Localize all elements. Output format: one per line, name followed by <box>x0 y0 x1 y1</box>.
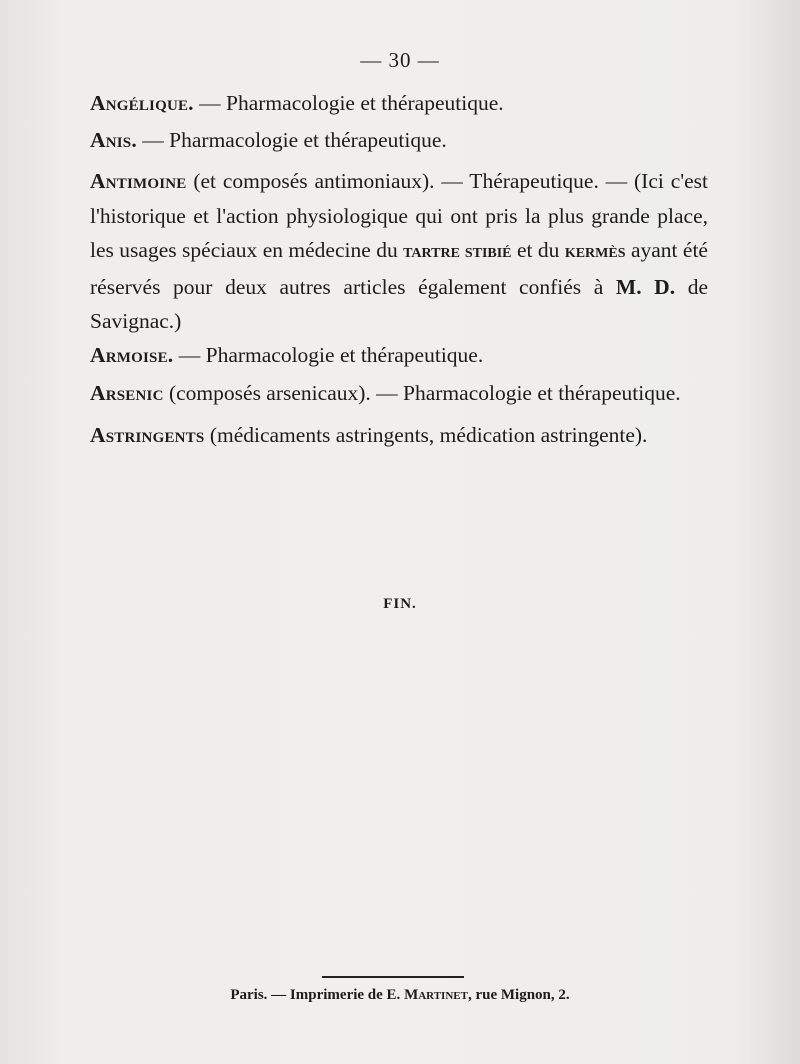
entry-astringents <box>90 418 708 453</box>
entry-heading: Armoise. <box>90 343 174 367</box>
entry-arsenic <box>90 376 708 411</box>
entry-text: — Pharmacologie et thérapeutique. <box>136 128 447 152</box>
imprint-prefix: Paris. — Imprimerie de E. <box>230 987 405 1003</box>
entry-text: (médicaments astringents, médication astringente). <box>204 423 648 447</box>
page-number: — 30 — <box>360 48 440 72</box>
entry-text: (composés arsenicaux). — Pharmacologie et thérapeutique. <box>163 381 681 405</box>
entry-text: — Pharmacologie et thérapeutique. <box>193 91 504 115</box>
entry-heading: Angélique. <box>90 91 194 115</box>
fin-label: FIN. <box>383 596 417 612</box>
entry-text: ayant été réservés pour deux autres articles également confiés à <box>90 238 708 299</box>
entry-heading: Astringents <box>90 423 205 447</box>
entry-text: et du <box>511 238 565 262</box>
imprint-line <box>0 987 800 1004</box>
entry-anis <box>90 123 708 158</box>
imprint-suffix: , rue Mignon, 2. <box>467 987 570 1003</box>
entry-angelique <box>90 86 708 121</box>
term-tartre-stibie: tartre stibié <box>403 241 512 262</box>
entry-heading: Anis. <box>90 128 137 152</box>
entry-text: — Pharmacologie et thérapeutique. <box>173 343 484 367</box>
entry-armoise <box>90 338 708 373</box>
entry-antimoine <box>90 164 708 339</box>
imprint-printer-name: Martinet <box>404 987 468 1003</box>
term-kermes: kermès <box>564 241 626 262</box>
entry-heading: Arsenic <box>90 381 164 405</box>
author-initials: M. D. <box>615 274 676 299</box>
entry-heading: Antimoine <box>90 169 187 193</box>
footer-rule <box>322 976 464 978</box>
entry-text: de Savignac.) <box>90 274 708 333</box>
entry-text: (et composés antimoniaux). — Thérapeutique. — (Ici c'est l'historique et l'action physiologique qui ont pris la plus grande place, les usages spéciaux en médecine du <box>90 169 708 262</box>
